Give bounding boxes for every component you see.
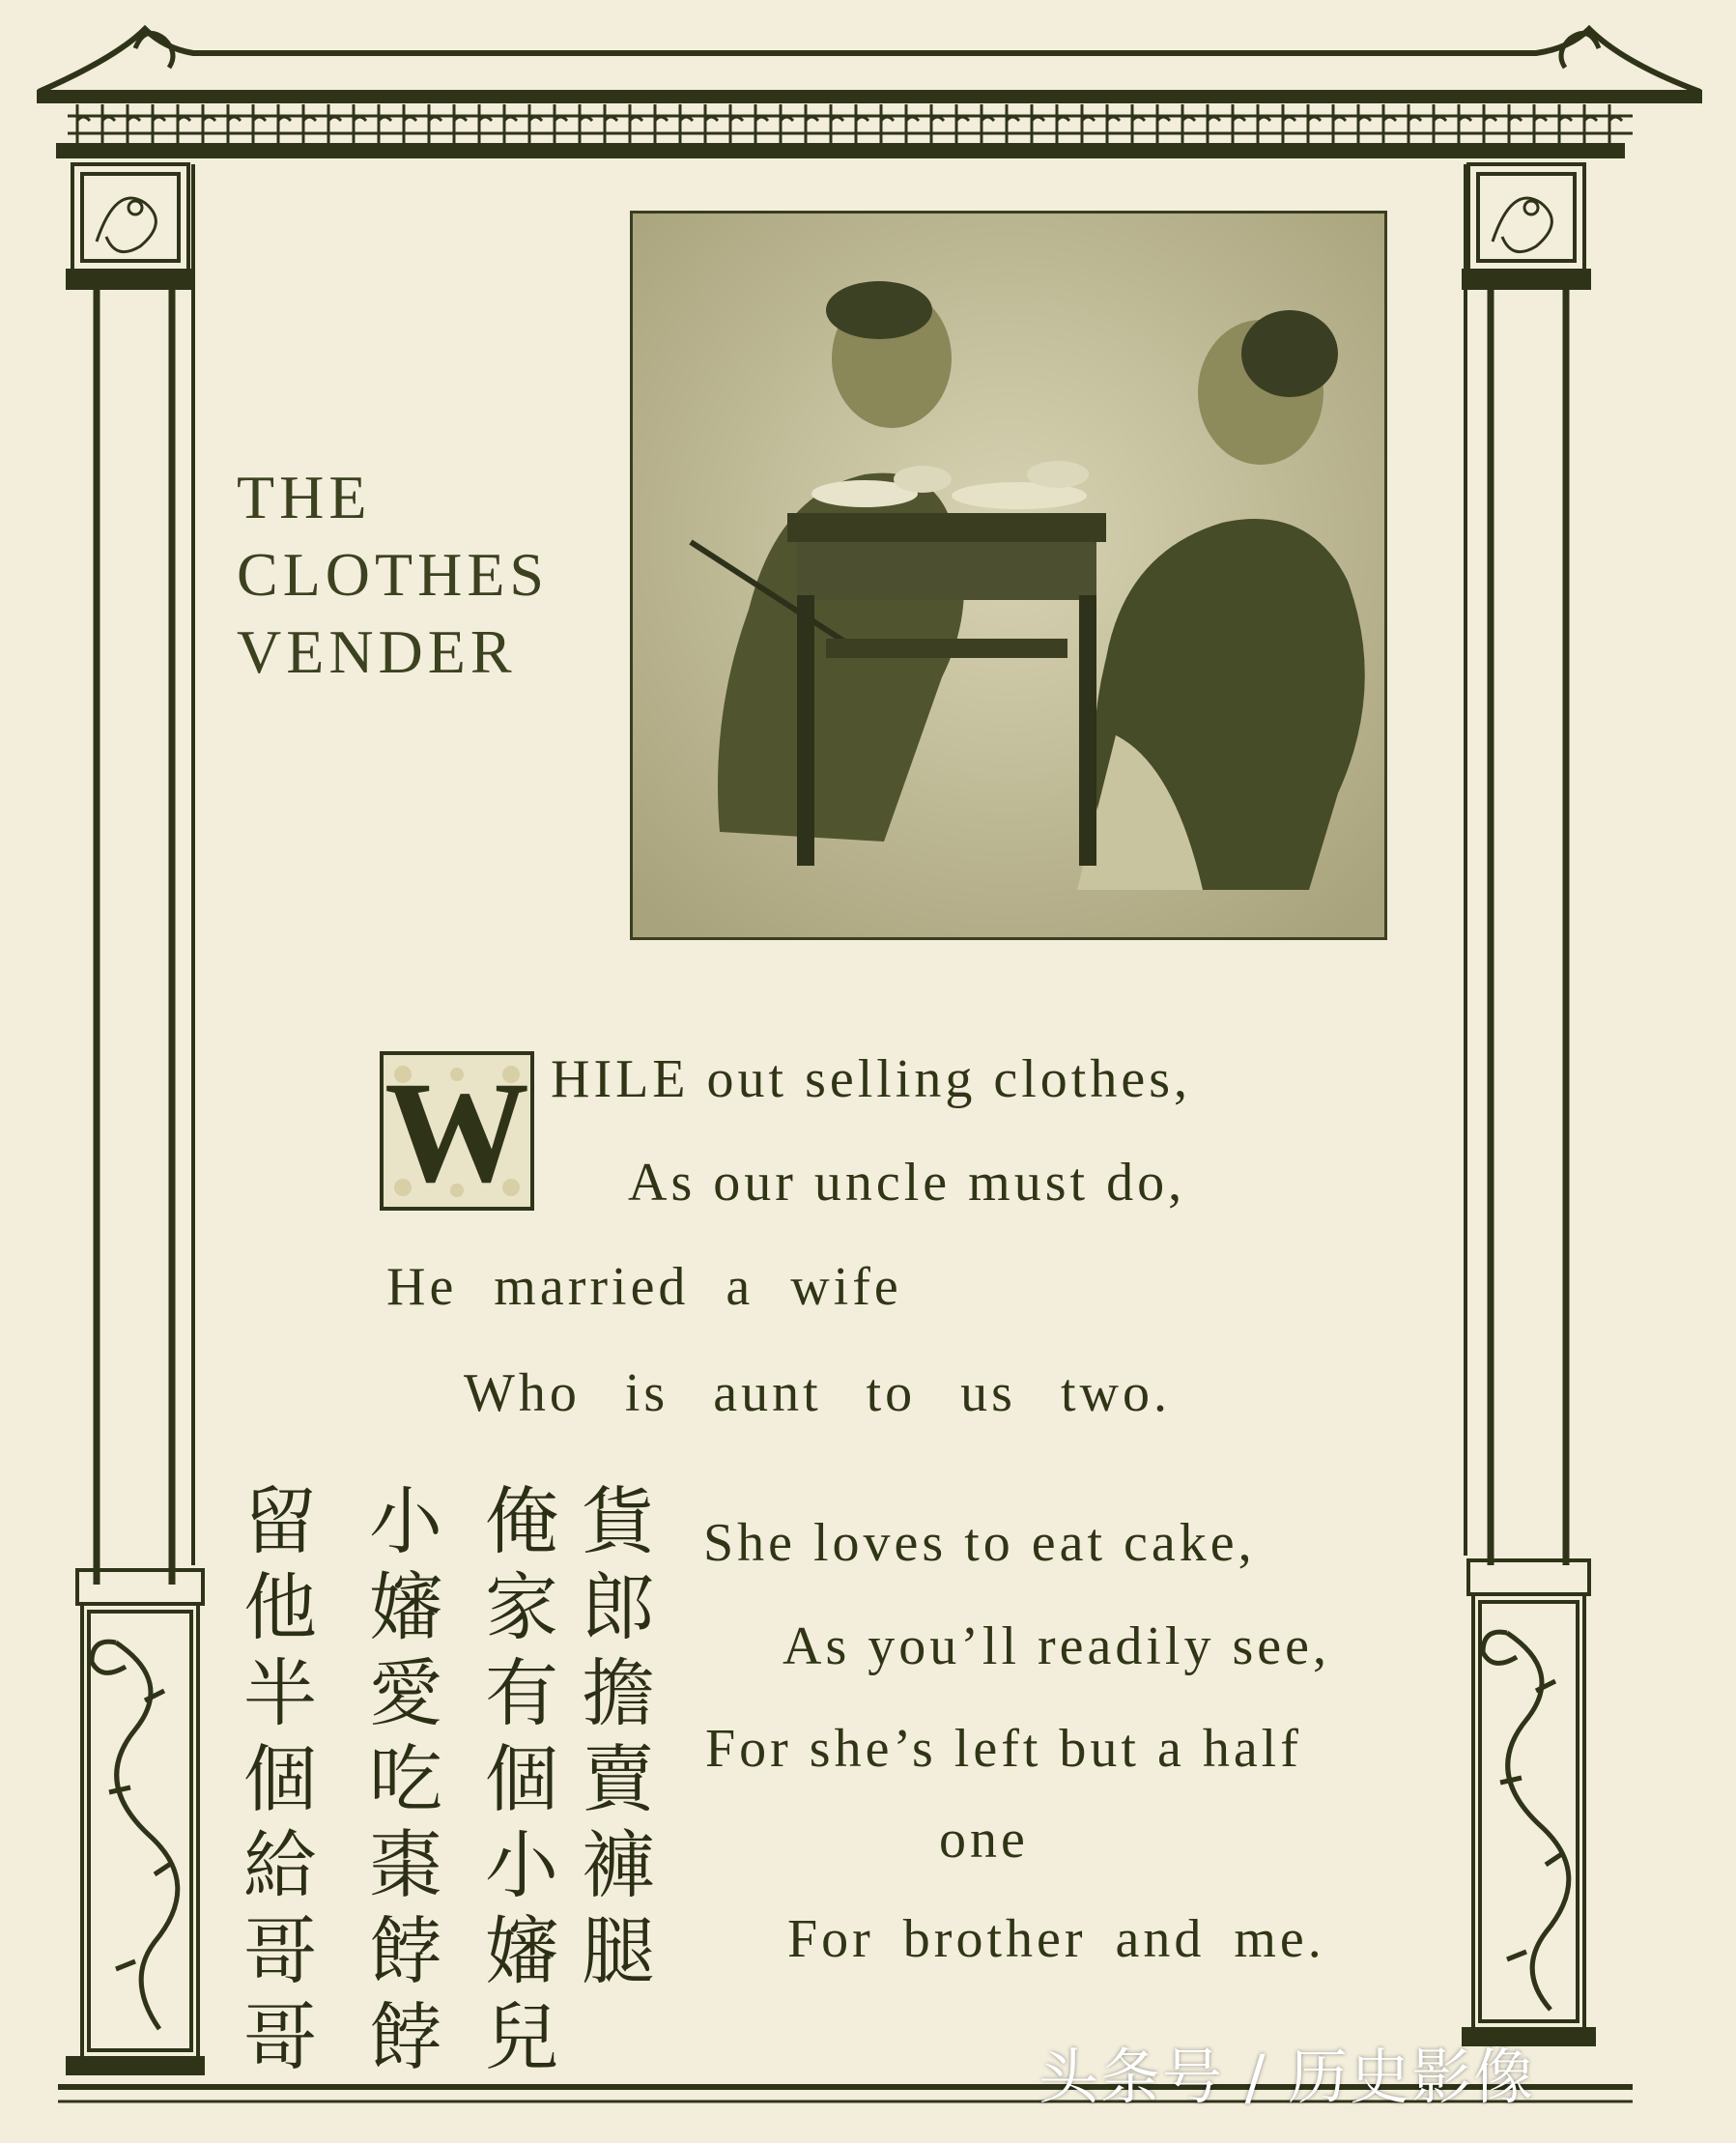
roof-tile	[605, 104, 617, 143]
title-line: THE	[237, 463, 372, 531]
dragon-capital-left-icon	[97, 198, 156, 252]
roof-tile	[1107, 104, 1120, 143]
roof-tile	[429, 104, 441, 143]
roof-tile	[1484, 104, 1496, 143]
roof-tile	[1383, 104, 1396, 143]
roof-tile	[379, 104, 391, 143]
roof-tile	[278, 104, 291, 143]
chinese-column: 小嬸愛吃棗餑餑	[369, 1478, 442, 2080]
roof-tile	[630, 104, 642, 143]
roof-tile	[303, 104, 316, 143]
left-pillar-icon	[68, 164, 203, 2073]
watermark: 头条号 / 历史影像	[1039, 2042, 1536, 2112]
verse-line: She loves to eat cake,	[703, 1513, 1256, 1573]
roof-tile	[680, 104, 693, 143]
roof-tile	[354, 104, 366, 143]
roof-tile	[1182, 104, 1195, 143]
roof-tile	[178, 104, 190, 143]
roof-tile	[1459, 104, 1471, 143]
roof-tile	[1308, 104, 1321, 143]
chinese-column: 留他半個給哥哥	[243, 1478, 317, 2080]
drop-cap-box	[380, 1051, 534, 1211]
roof-tile	[1409, 104, 1421, 143]
roof-tile	[856, 104, 868, 143]
roof-tile	[77, 104, 90, 143]
roof-tile	[203, 104, 215, 143]
roof-tile	[1333, 104, 1346, 143]
title-line: VENDER	[237, 617, 517, 686]
roof-tile	[153, 104, 165, 143]
photograph	[630, 211, 1387, 940]
roof-tile	[655, 104, 668, 143]
verse-line: For she’s left but a half	[705, 1719, 1302, 1779]
verse-line: one	[939, 1810, 1029, 1870]
roof-tile	[705, 104, 718, 143]
roof-tile	[1559, 104, 1572, 143]
roof-tile	[102, 104, 115, 143]
decorated-letter-w-icon	[384, 1055, 530, 1207]
dragon-right-icon	[1483, 1632, 1569, 2010]
roof-tile	[1057, 104, 1069, 143]
roof-tile	[1358, 104, 1371, 143]
verse-line: He married a wife	[386, 1257, 902, 1317]
chinese-column: 俺家有個小嬸兒	[485, 1478, 558, 2080]
roof-tile	[1007, 104, 1019, 143]
roof-tile	[1132, 104, 1145, 143]
two-children-eating-photo-icon	[633, 214, 1384, 937]
roof-tile	[806, 104, 818, 143]
roof-tile	[580, 104, 592, 143]
verse-line: HILE out selling clothes,	[551, 1049, 1192, 1109]
roof-tile	[128, 104, 140, 143]
roof-tile	[479, 104, 492, 143]
roof-tile	[1609, 104, 1622, 143]
title-line: CLOTHES	[237, 540, 549, 609]
roof-tile	[982, 104, 994, 143]
roof-tile	[781, 104, 793, 143]
roof-tile	[1534, 104, 1547, 143]
roof-tile	[529, 104, 542, 143]
verse-line: For brother and me.	[787, 1909, 1325, 1969]
right-pillar-icon	[1464, 164, 1594, 2044]
roof-tile	[555, 104, 567, 143]
roof-tile	[1584, 104, 1597, 143]
roof-tile	[1434, 104, 1446, 143]
chinese-column: 貨郎擔賣褲腿	[582, 1478, 655, 1994]
roof-tile	[1283, 104, 1295, 143]
roof-tile	[831, 104, 843, 143]
verse-line: As our uncle must do,	[628, 1153, 1186, 1213]
roof-tile	[1157, 104, 1170, 143]
drop-cap-letter: W	[384, 1055, 529, 1207]
roof-tile	[404, 104, 416, 143]
verse-line: As you’ll readily see,	[783, 1616, 1330, 1676]
roof-tile	[253, 104, 266, 143]
roof-tile	[881, 104, 894, 143]
roof-tile	[454, 104, 467, 143]
roof-tile	[1509, 104, 1522, 143]
roof-tile	[1233, 104, 1245, 143]
roof-tile	[1258, 104, 1270, 143]
dragon-left-icon	[92, 1642, 178, 2029]
roof-tile	[730, 104, 743, 143]
roof-tile	[931, 104, 944, 143]
verse-line: Who is aunt to us two.	[464, 1363, 1171, 1423]
dragon-capital-right-icon	[1493, 198, 1551, 252]
roof-tile	[228, 104, 241, 143]
roof-tile	[1208, 104, 1220, 143]
roof-tile	[956, 104, 969, 143]
poem-title	[237, 459, 549, 691]
roof-tile	[755, 104, 768, 143]
roof-tile	[1082, 104, 1095, 143]
roof-tile	[328, 104, 341, 143]
roof-icon	[39, 29, 1700, 157]
roof-tile	[1032, 104, 1044, 143]
roof-tile	[504, 104, 517, 143]
roof-tile	[906, 104, 919, 143]
